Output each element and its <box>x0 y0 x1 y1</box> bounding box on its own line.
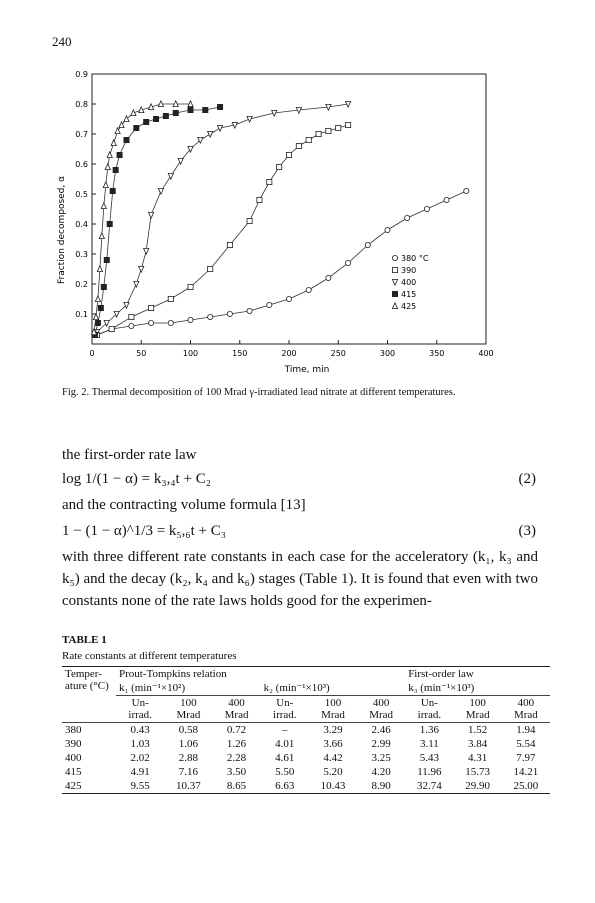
legend-label: 380 °C <box>401 254 429 263</box>
data-point <box>149 320 154 325</box>
data-point <box>113 167 118 172</box>
y-axis-label: Fraction decomposed, α <box>57 175 67 285</box>
table-header-temperature: Temper- ature (°C) <box>62 667 116 723</box>
table-cell-value: 4.91 <box>130 766 150 778</box>
body-paragraph-2: and the contracting volume formula [13] <box>62 497 306 513</box>
table-body <box>62 723 550 794</box>
table-subheader-cell: 400 Mrad <box>357 696 405 723</box>
legend-label: 400 <box>401 278 417 287</box>
data-point <box>101 284 106 289</box>
data-point <box>107 152 112 158</box>
table-subheader-cell: 400 Mrad <box>502 696 550 723</box>
legend-entry <box>392 266 416 275</box>
y-tick-label: 0.2 <box>75 280 88 289</box>
table-row <box>62 751 550 765</box>
table-cell-value: 2.02 <box>130 752 150 764</box>
table-cell-temperature: 380 <box>65 724 82 736</box>
data-point <box>227 311 232 316</box>
series-400 <box>94 101 350 335</box>
table-header-prout-tompkins: Prout-Tompkins relation <box>116 667 405 682</box>
data-point <box>306 137 311 142</box>
body-paragraph-3: with three different rate constants in each case for the acceleratory (k₁, k₃ and k₅) and the decay (k₂, k₄ and k₆) stages (Table 1). It is found that even with two constants none of the rate laws holds good for the experimen- <box>62 549 538 609</box>
x-tick-label: 350 <box>429 349 445 358</box>
table-cell-value: 32.74 <box>405 779 453 794</box>
chart-ticks <box>75 70 493 358</box>
x-tick-label: 100 <box>182 349 199 358</box>
data-point <box>173 110 178 115</box>
data-point <box>105 164 110 170</box>
data-point <box>346 260 351 265</box>
data-point <box>208 266 213 271</box>
body-paragraph-1: the first-order rate law <box>62 447 197 463</box>
data-point <box>129 323 134 328</box>
table-cell-value: 15.73 <box>465 766 491 778</box>
data-point <box>227 242 232 247</box>
table-cell-value: 25.00 <box>502 779 550 794</box>
series-line <box>97 125 348 335</box>
legend-label: 390 <box>401 266 417 275</box>
table-cell-value: 4.01 <box>275 738 295 750</box>
table-cell-value: 5.43 <box>419 752 440 764</box>
data-point <box>149 305 154 310</box>
table-cell-value: 7.97 <box>516 752 536 764</box>
data-point <box>149 212 154 218</box>
table-subheader-cell: Un- irrad. <box>116 696 164 723</box>
legend-entry <box>392 290 416 299</box>
table-cell-value: 3.84 <box>468 738 488 750</box>
table-cell-value: 2.28 <box>226 752 247 764</box>
data-point <box>134 281 139 287</box>
y-tick-label: 0.5 <box>75 190 88 199</box>
table-header-first-order: First-order law <box>405 667 550 682</box>
data-point <box>392 303 397 309</box>
data-point <box>203 107 208 112</box>
data-point <box>208 314 213 319</box>
data-point <box>346 122 351 127</box>
equation-3 <box>62 520 536 542</box>
table-cell-value: 11.96 <box>417 766 442 778</box>
table-cell-value: 1.52 <box>468 724 488 736</box>
data-point <box>117 152 122 157</box>
data-point <box>392 291 397 296</box>
data-point <box>296 143 301 148</box>
data-point <box>424 206 429 211</box>
table-cell-value: 0.43 <box>130 724 150 736</box>
data-point <box>99 233 104 239</box>
data-point <box>107 221 112 226</box>
table-header-k2: k₂ (min⁻¹×10³) <box>261 681 406 696</box>
series-380C <box>94 188 469 337</box>
legend-label: 425 <box>401 302 417 311</box>
legend-entry <box>392 278 416 287</box>
table-cell-value: 2.88 <box>178 752 199 764</box>
table-cell-value: 5.20 <box>323 766 343 778</box>
table-title: TABLE 1 <box>62 634 107 646</box>
data-point <box>103 182 108 188</box>
data-point <box>336 125 341 130</box>
data-point <box>101 203 106 209</box>
equation-2-expression: log 1/(1 − α) = k₃,₄t + C₂ <box>62 471 211 487</box>
data-point <box>153 116 158 121</box>
table-subtitle: Rate constants at different temperatures <box>62 650 237 662</box>
figure-caption-text: Thermal decomposition of 100 Mrad γ-irradiated lead nitrate at different temperatures. <box>91 387 456 398</box>
page-number: 240 <box>52 34 72 49</box>
data-point <box>286 296 291 301</box>
data-point <box>385 227 390 232</box>
data-point <box>188 317 193 322</box>
table-row <box>62 765 550 779</box>
table-subheader-cell: 100 Mrad <box>164 696 212 723</box>
table-cell-value: 1.26 <box>226 738 247 750</box>
table-cell-value: 29.90 <box>454 779 502 794</box>
table-cell-value: 5.50 <box>275 766 295 778</box>
table-cell-value: 0.72 <box>226 724 247 736</box>
x-tick-label: 50 <box>136 349 147 358</box>
data-point <box>267 179 272 184</box>
y-tick-label: 0.3 <box>75 250 88 259</box>
legend-label: 415 <box>401 290 417 299</box>
data-point <box>111 140 116 146</box>
data-point <box>188 107 193 112</box>
x-axis-label: Time, min <box>284 365 330 375</box>
table-cell-value: 4.42 <box>323 752 343 764</box>
table-cell-value: 3.11 <box>419 738 439 750</box>
table-header-k3: k₃ (min⁻¹×10³) <box>405 681 550 696</box>
data-point <box>97 266 102 272</box>
equation-2-number: (2) <box>518 471 536 487</box>
data-point <box>134 125 139 130</box>
table-cell-value: 0.58 <box>178 724 199 736</box>
data-point <box>392 267 397 272</box>
table-row <box>62 723 550 738</box>
x-tick-label: 300 <box>379 349 396 358</box>
y-tick-label: 0.9 <box>75 70 88 79</box>
table-cell-value: 3.25 <box>371 752 391 764</box>
data-point <box>124 302 129 308</box>
table-subheader-cell: 400 Mrad <box>213 696 261 723</box>
table-cell-value: 3.50 <box>226 766 247 778</box>
data-point <box>247 218 252 223</box>
table-cell-value: – <box>282 724 288 736</box>
data-point <box>168 296 173 301</box>
data-point <box>95 320 100 325</box>
data-point <box>139 266 144 272</box>
table-cell-value: 1.36 <box>419 724 440 736</box>
table-cell-temperature: 400 <box>65 752 82 764</box>
series-415 <box>92 104 222 337</box>
table-cell-value: 2.46 <box>371 724 391 736</box>
figure-caption <box>62 386 542 400</box>
data-point <box>217 125 222 131</box>
table-cell-value: 6.63 <box>261 779 309 794</box>
equation-2 <box>62 468 536 490</box>
y-tick-label: 0.6 <box>75 160 88 169</box>
table-cell-value: 3.66 <box>323 738 343 750</box>
data-point <box>129 314 134 319</box>
data-point <box>208 131 213 137</box>
table-cell-value: 1.03 <box>130 738 150 750</box>
table-cell-value: 5.54 <box>516 738 536 750</box>
table-subheader-cell: Un- irrad. <box>405 696 453 723</box>
series-390 <box>94 122 350 337</box>
data-point <box>464 188 469 193</box>
data-point <box>392 255 397 260</box>
data-point <box>326 275 331 280</box>
data-point <box>316 131 321 136</box>
data-point <box>217 104 222 109</box>
x-tick-label: 250 <box>330 349 346 358</box>
data-point <box>286 152 291 157</box>
legend-entry <box>392 302 416 311</box>
table-cell-value: 1.94 <box>516 724 536 736</box>
table-cell-value: 8.90 <box>357 779 405 794</box>
table-cell-temperature: 425 <box>62 779 116 794</box>
table-cell-value: 4.31 <box>468 752 488 764</box>
data-point <box>144 248 149 254</box>
data-point <box>104 257 109 262</box>
decomposition-chart <box>50 62 520 382</box>
table-cell-value: 4.20 <box>371 766 391 778</box>
table-cell-value: 10.37 <box>164 779 212 794</box>
data-point <box>163 113 168 118</box>
chart-legend <box>392 254 428 311</box>
x-tick-label: 200 <box>281 349 297 358</box>
data-point <box>198 137 203 143</box>
y-tick-label: 0.4 <box>75 220 88 229</box>
data-point <box>306 287 311 292</box>
table-row <box>62 737 550 751</box>
data-point <box>95 296 100 302</box>
table-cell-value: 4.61 <box>275 752 295 764</box>
series-425 <box>91 101 193 335</box>
data-point <box>392 279 397 285</box>
table-row <box>62 779 550 794</box>
table-cell-value: 10.43 <box>309 779 357 794</box>
data-point <box>326 128 331 133</box>
table-header-k1: k₁ (min⁻¹×10²) <box>116 681 261 696</box>
data-point <box>188 284 193 289</box>
legend-entry <box>392 254 428 263</box>
x-tick-label: 0 <box>89 349 95 358</box>
equation-3-expression: 1 − (1 − α)^1/3 = k₅,₆t + C₃ <box>62 523 227 539</box>
x-tick-label: 150 <box>232 349 248 358</box>
table-cell-value: 7.16 <box>178 766 199 778</box>
table-subheader-cell: 100 Mrad <box>454 696 502 723</box>
table-subheader-row <box>62 696 550 723</box>
y-tick-label: 0.1 <box>75 310 88 319</box>
data-point <box>93 314 98 320</box>
data-point <box>168 320 173 325</box>
table-cell-temperature: 415 <box>65 766 82 778</box>
data-point <box>109 326 114 331</box>
data-point <box>405 215 410 220</box>
data-point <box>144 119 149 124</box>
table-cell-value: 3.29 <box>323 724 343 736</box>
data-point <box>365 242 370 247</box>
data-point <box>124 116 129 122</box>
y-tick-label: 0.7 <box>75 130 88 139</box>
equation-3-number: (3) <box>518 523 536 539</box>
y-tick-label: 0.8 <box>75 100 88 109</box>
rate-constants-table <box>62 666 550 794</box>
data-point <box>98 305 103 310</box>
series-line <box>94 104 191 332</box>
table-cell-value: 8.65 <box>213 779 261 794</box>
data-point <box>104 320 109 326</box>
table-subheader-cell: Un- irrad. <box>261 696 309 723</box>
data-point <box>267 302 272 307</box>
data-point <box>110 188 115 193</box>
data-point <box>247 116 252 122</box>
data-point <box>257 197 262 202</box>
data-point <box>158 188 163 194</box>
data-point <box>247 308 252 313</box>
table-cell-value: 2.99 <box>371 738 391 750</box>
table-subheader-cell: 100 Mrad <box>309 696 357 723</box>
table-cell-value: 1.06 <box>178 738 199 750</box>
table-cell-value: 14.21 <box>513 766 539 778</box>
table-cell-value: 9.55 <box>116 779 164 794</box>
data-point <box>277 164 282 169</box>
data-point <box>114 311 119 317</box>
table-cell-temperature: 390 <box>65 738 82 750</box>
x-tick-label: 400 <box>478 349 494 358</box>
figure-caption-label: Fig. 2. <box>62 387 90 398</box>
data-point <box>124 137 129 142</box>
data-point <box>444 197 449 202</box>
